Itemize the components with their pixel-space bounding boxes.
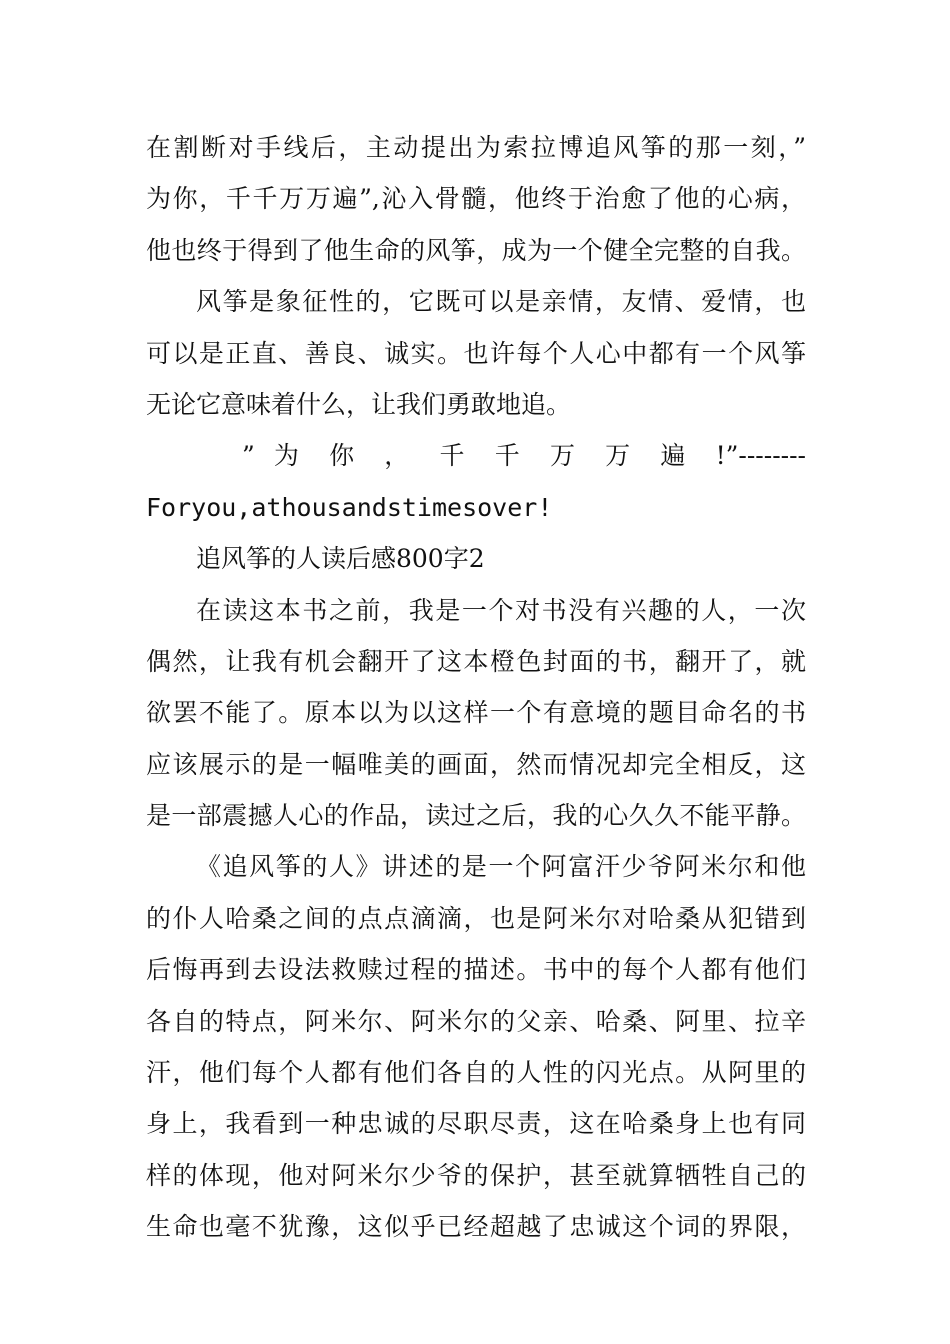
text-line: 风筝是象征性的，它既可以是亲情，友情、爱情，也 (196, 287, 806, 317)
text-line: 无论它意味着什么，让我们勇敢地追。 (146, 389, 572, 419)
text-line: 欲罢不能了。原本以为以这样一个有意境的题目命名的书 (146, 698, 806, 728)
text-line: 各自的特点，阿米尔、阿米尔的父亲、哈桑、阿里、拉辛 (146, 1006, 806, 1036)
text-line: 是一部震撼人心的作品，读过之后，我的心久久不能平静。 (146, 801, 806, 831)
section-heading: 追风筝的人读后感800字2 (196, 544, 485, 574)
text-line: ” 为 你 ， 千 千 万 万 遍 !”-------- (242, 441, 806, 471)
text-line: 在读这本书之前，我是一个对书没有兴趣的人，一次 (196, 595, 806, 625)
text-line: 为你，千千万万遍”,沁入骨髓，他终于治愈了他的心病， (146, 184, 806, 214)
text-line: 生命也毫不犹豫，这似乎已经超越了忠诚这个词的界限， (146, 1212, 806, 1242)
document-body (146, 122, 806, 1253)
text-line: 《追风筝的人》讲述的是一个阿富汗少爷阿米尔和他 (196, 852, 806, 882)
text-line: 身上，我看到一种忠诚的尽职尽责，这在哈桑身上也有同 (146, 1109, 806, 1139)
text-line: 汗，他们每个人都有他们各自的人性的闪光点。从阿里的 (146, 1058, 806, 1088)
text-line: 后悔再到去设法救赎过程的描述。书中的每个人都有他们 (146, 955, 806, 985)
text-line: Foryou,athousandstimesover! (146, 492, 553, 522)
text-line: 可以是正直、善良、诚实。也许每个人心中都有一个风筝 (146, 338, 806, 368)
text-line: 的仆人哈桑之间的点点滴滴，也是阿米尔对哈桑从犯错到 (146, 903, 806, 933)
text-line: 偶然，让我有机会翻开了这本橙色封面的书，翻开了，就 (146, 646, 806, 676)
text-line: 应该展示的是一幅唯美的画面，然而情况却完全相反，这 (146, 749, 806, 779)
text-line: 样的体现，他对阿米尔少爷的保护，甚至就算牺牲自己的 (146, 1160, 806, 1190)
text-line: 他也终于得到了他生命的风筝，成为一个健全完整的自我。 (146, 235, 806, 265)
text-line: 在割断对手线后，主动提出为索拉博追风筝的那一刻，” (146, 133, 806, 162)
